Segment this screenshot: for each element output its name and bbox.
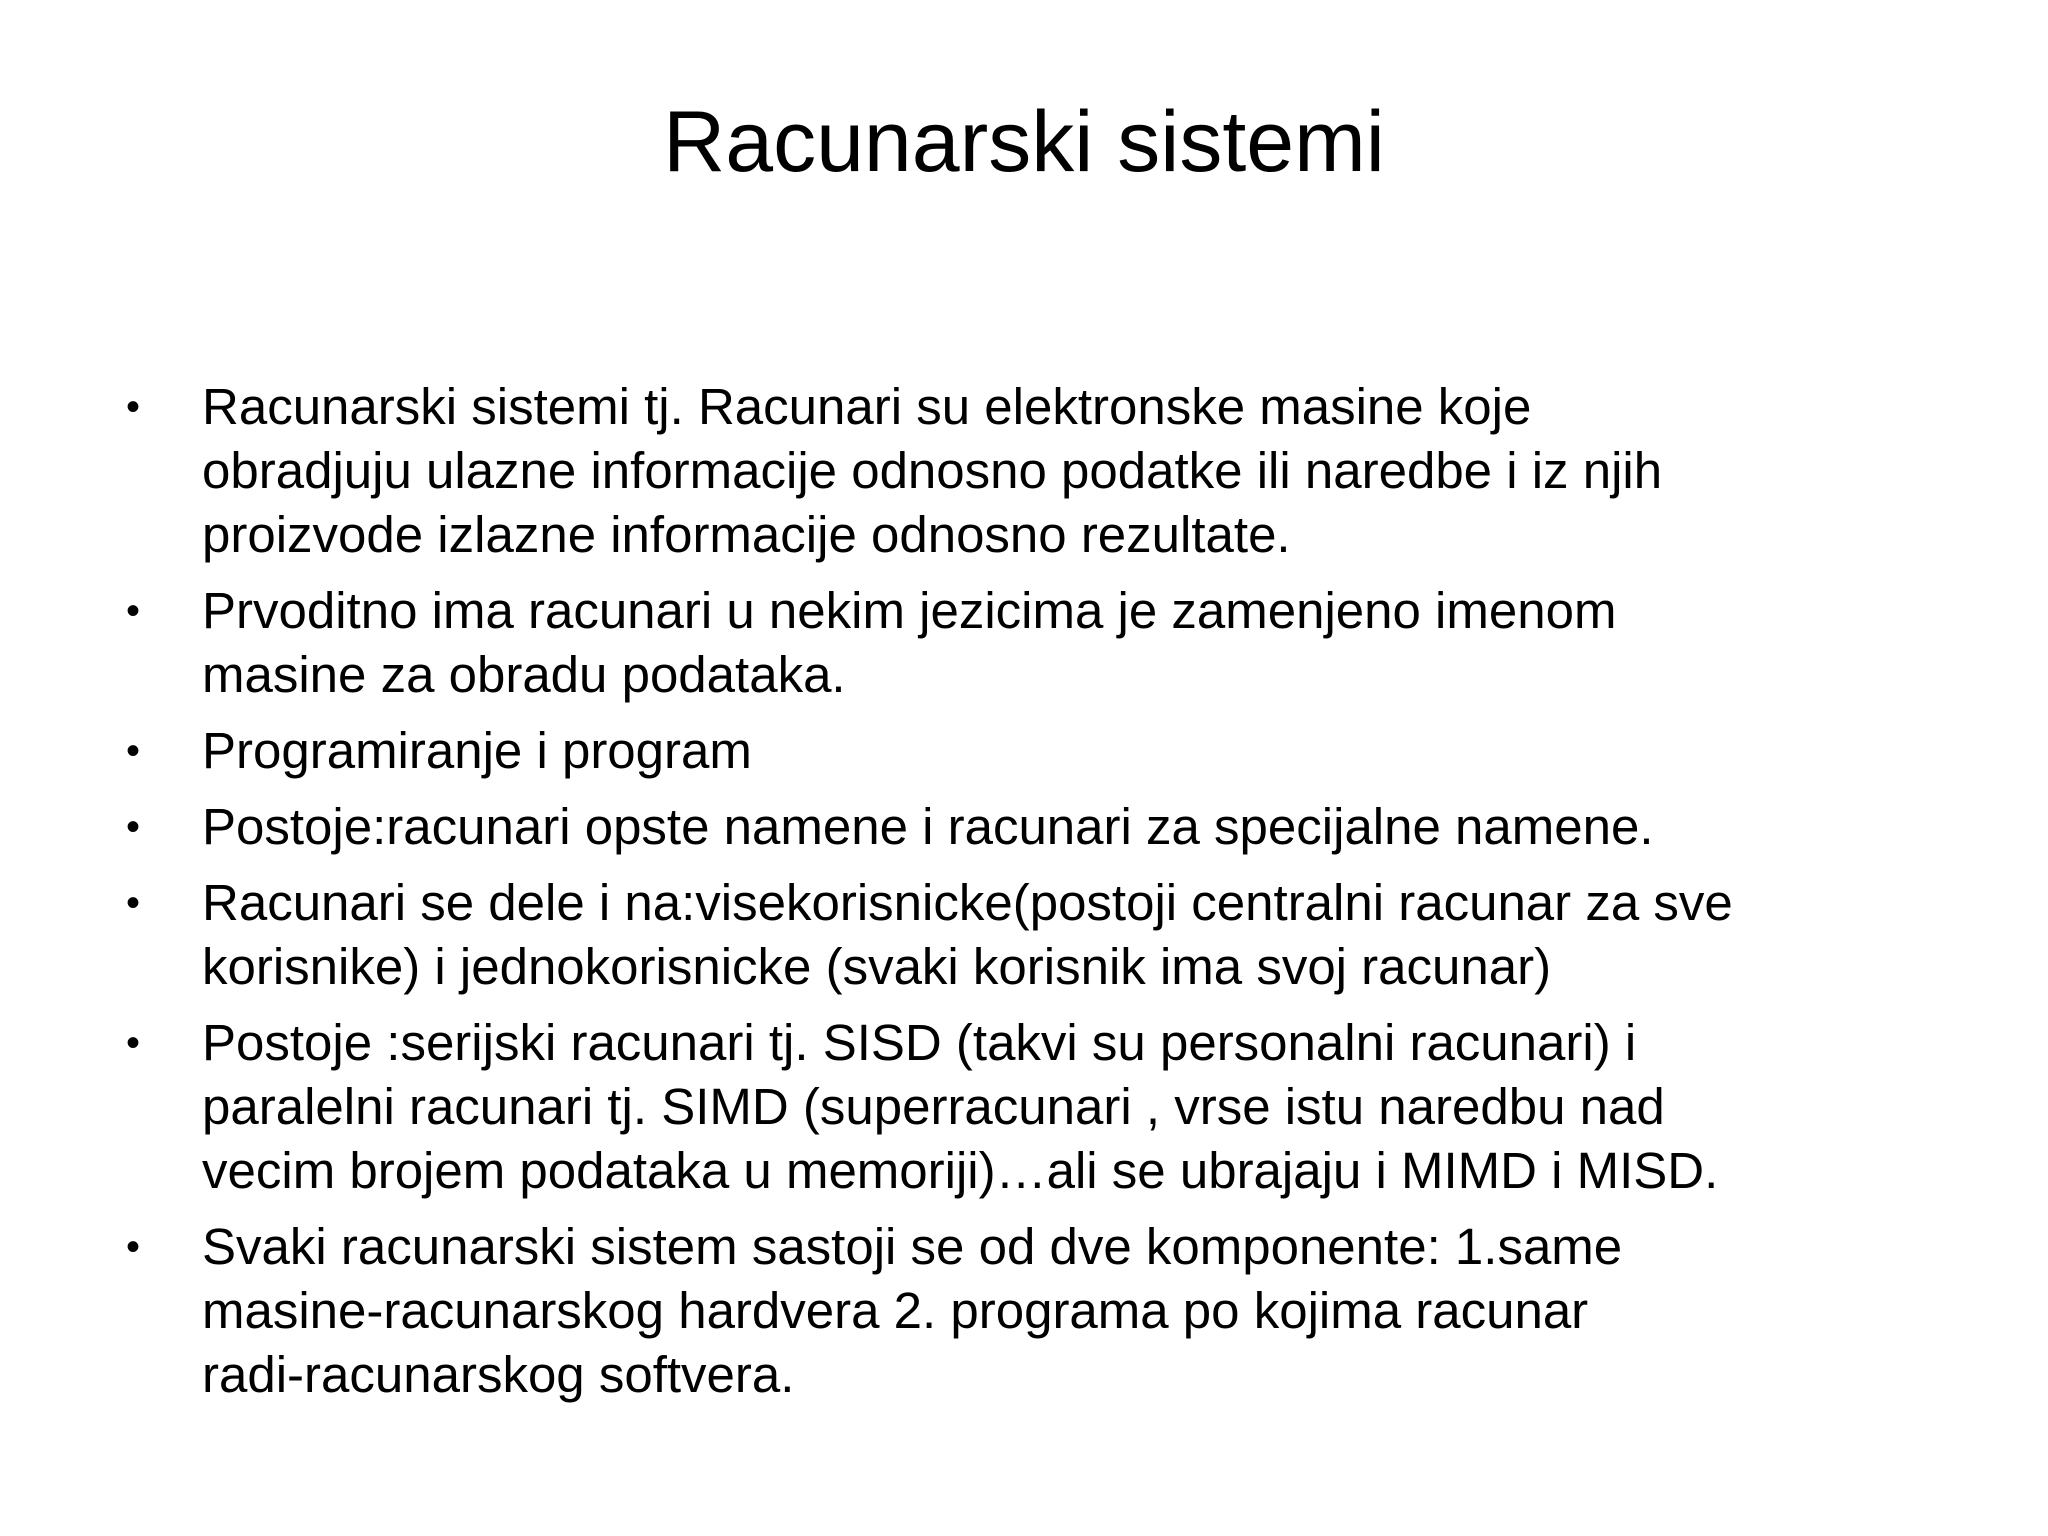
bullet-item	[0, 1011, 2048, 1203]
bullet-text: Racunari se dele i na:visekorisnicke(postoji centralni racunar za sve korisnike) i jednokorisnicke (svaki korisnik ima svoj racunar)	[202, 874, 1733, 995]
bullet-item	[0, 579, 2048, 707]
bullet-item	[0, 719, 2048, 783]
bullet-item	[0, 795, 2048, 859]
bullet-text: Svaki racunarski sistem sastoji se od dve komponente: 1.same masine-racunarskog hardvera 2. programa po kojima racunar radi-racunarskog softvera.	[202, 1218, 1623, 1403]
bullet-icon: •	[126, 881, 141, 925]
bullet-icon: •	[126, 385, 141, 429]
bullet-text: Prvoditno ima racunari u nekim jezicima je zamenjeno imenom masine za obradu podataka.	[202, 582, 1617, 703]
bullet-icon: •	[126, 805, 141, 849]
bullet-icon: •	[126, 589, 141, 633]
bullet-item	[0, 871, 2048, 999]
bullet-text: Postoje:racunari opste namene i racunari za specijalne namene.	[202, 798, 1654, 855]
bullet-item	[0, 375, 2048, 567]
slide-title: Racunarski sistemi	[663, 94, 1385, 190]
bullet-icon: •	[126, 1021, 141, 1065]
bullet-text: Racunarski sistemi tj. Racunari su elektronske masine koje obradjuju ulazne informacije odnosno podatke ili naredbe i iz njih proizvode izlazne informacije odnosno rezultate.	[202, 378, 1663, 563]
bullet-item	[0, 1215, 2048, 1407]
bullet-icon: •	[126, 729, 141, 773]
bullet-icon: •	[126, 1225, 141, 1269]
bullet-text: Postoje :serijski racunari tj. SISD (takvi su personalni racunari) i paralelni racunari tj. SIMD (superracunari , vrse istu naredbu nad vecim brojem podataka u memoriji)…ali se ubrajaju i MIMD i MISD.	[202, 1014, 1719, 1199]
bullet-list	[0, 375, 2048, 1419]
bullet-text: Programiranje i program	[202, 722, 752, 779]
